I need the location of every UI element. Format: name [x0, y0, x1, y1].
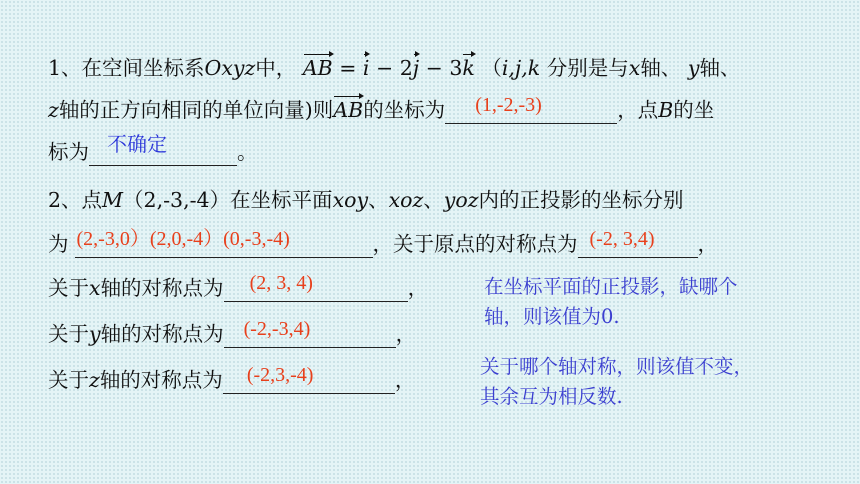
answer-z: (-2,3,-4) [246, 364, 314, 386]
answer-blank-b [89, 134, 237, 166]
q1-prefix: 1、在空间坐标系 [48, 56, 205, 80]
y-sym-post: 轴的对称点为 [100, 322, 224, 346]
point-b: B [658, 98, 674, 122]
z-sym-pre: 关于 [48, 368, 89, 392]
q1-line2-text2: 的坐标为 [363, 98, 446, 122]
q2-line2-text: 为 [48, 232, 69, 256]
answer-blank-z [223, 364, 395, 394]
q1-line3-text: 标为 [48, 140, 89, 164]
formula-minus-3: − 3 [419, 56, 463, 80]
formula-minus-2: − 2 [369, 56, 413, 80]
q2-line-z [48, 366, 415, 394]
x-sym-pre: 关于 [48, 276, 89, 300]
vector-i: i [362, 56, 370, 80]
paren-open: （ [481, 56, 502, 80]
formula-eq: = [332, 56, 363, 80]
point-m: M [102, 188, 124, 212]
y-var: y [687, 56, 700, 80]
q2-line-2 [48, 230, 718, 258]
answer-b: 不确定 [107, 134, 167, 156]
answer-ab: (1,-2,-3) [475, 94, 542, 116]
plane-xoy: xoy [332, 188, 369, 212]
q2-prefix: 2、点 [48, 188, 103, 212]
y-sym-var: y [89, 322, 101, 346]
q1-line2-text: 轴的正方向相同的单位向量)则 [58, 98, 334, 122]
answer-blank-ab [445, 94, 617, 124]
y-axis: 轴、 [699, 56, 741, 80]
vector-k: k [462, 56, 475, 80]
comma-3: ， [394, 368, 416, 392]
q2-line-x [48, 274, 428, 302]
q1-line-2 [48, 96, 714, 124]
note2-line-1: 关于哪个轴对称，则该值不变， [480, 355, 754, 378]
q2-line-1 [48, 186, 684, 214]
plane-yoz: yoz [443, 188, 479, 212]
y-sym-pre: 关于 [48, 322, 89, 346]
answer-origin: (-2, 3,4) [589, 228, 655, 250]
vector-ab-2: AB [333, 98, 364, 122]
answer-blank-proj [75, 228, 373, 258]
space-name: Oxyz [204, 56, 256, 80]
q1-line2-after: ，点 [617, 98, 659, 122]
answer-y: (-2,-3,4) [243, 318, 311, 340]
comma-2: ， [395, 322, 417, 346]
note1-line-1: 在坐标平面的正投影，缺哪个 [484, 275, 738, 298]
answer-x: (2, 3, 4) [249, 272, 313, 294]
q2-line2-mid: ，关于原点的对称点为 [372, 232, 578, 256]
vector-formula [303, 56, 475, 80]
q2-line-y [48, 320, 416, 348]
note-symmetry [480, 352, 753, 412]
answer-blank-x [224, 272, 408, 302]
note2-line-2: 其余互为相反数. [480, 385, 623, 408]
answer-proj: (2,-3,0）(2,0,-4）(0,-3,-4) [76, 228, 290, 250]
x-var: x [628, 56, 641, 80]
q1-line2-end: 的坐 [673, 98, 715, 122]
q1-line-3 [48, 134, 258, 166]
z-sym-var: z [89, 368, 100, 392]
comma-1: ， [407, 276, 429, 300]
vector-j: j [412, 56, 420, 80]
x-sym-post: 轴的对称点为 [100, 276, 224, 300]
q2-line1-text: （2,-3,-4）在坐标平面 [123, 188, 333, 212]
note-projection [484, 272, 738, 332]
vector-ab: AB [302, 56, 333, 80]
sep-1: 、 [368, 188, 389, 212]
plane-xoz: xoz [388, 188, 424, 212]
q1-zhong: 中， [255, 56, 297, 80]
q1-line3-end: 。 [237, 140, 258, 164]
q2-line2-end: ， [697, 232, 718, 256]
z-var: z [48, 98, 59, 122]
q2-line1-end: 内的正投影的坐标分别 [478, 188, 684, 212]
x-sym-var: x [89, 276, 101, 300]
ijk-list: i,j,k [501, 56, 541, 80]
x-axis: 轴、 [640, 56, 688, 80]
answer-blank-y [224, 318, 396, 348]
q1-line-1 [48, 54, 740, 82]
sep-2: 、 [423, 188, 444, 212]
note1-line-2: 轴，则该值为0. [484, 305, 620, 328]
q1-suffix: 分别是与 [540, 56, 629, 80]
answer-blank-origin [578, 228, 698, 258]
z-sym-post: 轴的对称点为 [99, 368, 223, 392]
